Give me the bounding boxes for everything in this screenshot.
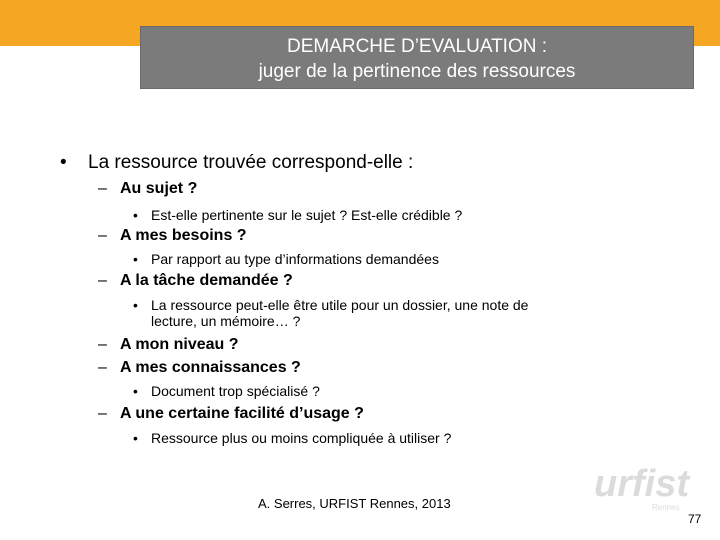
detail-text-line-2: lecture, un mémoire… ? xyxy=(151,313,301,329)
bullet-icon: • xyxy=(133,207,138,223)
criterion-subject-detail xyxy=(133,207,462,223)
criterion-label: A une certaine facilité d’usage ? xyxy=(120,405,364,422)
title-line-1: DEMARCHE D’EVALUATION : xyxy=(286,36,548,57)
criterion-level xyxy=(98,336,239,354)
dash-icon: – xyxy=(98,359,107,376)
detail-text: Ressource plus ou moins compliquée à utiliser ? xyxy=(151,430,452,446)
detail-text: Par rapport au type d’informations demandées xyxy=(151,251,439,267)
bullet-icon: • xyxy=(60,152,67,173)
dash-icon: – xyxy=(98,227,107,244)
criterion-label: A mes connaissances ? xyxy=(120,359,301,376)
criterion-knowledge-detail xyxy=(133,383,320,399)
main-bullet xyxy=(60,152,413,174)
logo-subtext: Rennes xyxy=(652,503,680,512)
bullet-icon: • xyxy=(133,251,138,267)
page-number: 77 xyxy=(688,512,702,526)
criterion-task xyxy=(98,272,293,290)
bullet-icon: • xyxy=(133,430,138,446)
dash-icon: – xyxy=(98,272,107,289)
dash-icon: – xyxy=(98,405,107,422)
criterion-knowledge xyxy=(98,359,301,377)
dash-icon: – xyxy=(98,180,107,197)
bullet-icon: • xyxy=(133,297,138,313)
main-bullet-text: La ressource trouvée correspond-elle : xyxy=(88,152,414,173)
criterion-subject xyxy=(98,180,197,198)
criterion-label: A la tâche demandée ? xyxy=(120,272,293,289)
title-line-2: juger de la pertinence des ressources xyxy=(258,61,576,82)
urfist-logo xyxy=(590,450,700,520)
bullet-icon: • xyxy=(133,383,138,399)
criterion-label: A mes besoins ? xyxy=(120,227,247,244)
detail-text: Document trop spécialisé ? xyxy=(151,383,320,399)
criterion-task-detail xyxy=(133,297,528,329)
detail-text: Est-elle pertinente sur le sujet ? Est-elle crédible ? xyxy=(151,207,463,223)
detail-text-line-1: La ressource peut-elle être utile pour un dossier, une note de xyxy=(151,297,529,313)
criterion-usability xyxy=(98,405,364,423)
criterion-needs xyxy=(98,227,247,245)
logo-wordmark: urfist xyxy=(594,463,689,505)
footer-credit: A. Serres, URFIST Rennes, 2013 xyxy=(258,496,451,511)
dash-icon: – xyxy=(98,336,107,353)
criterion-label: A mon niveau ? xyxy=(120,336,239,353)
criterion-label: Au sujet ? xyxy=(120,180,198,197)
criterion-needs-detail xyxy=(133,251,439,267)
criterion-usability-detail xyxy=(133,430,451,446)
